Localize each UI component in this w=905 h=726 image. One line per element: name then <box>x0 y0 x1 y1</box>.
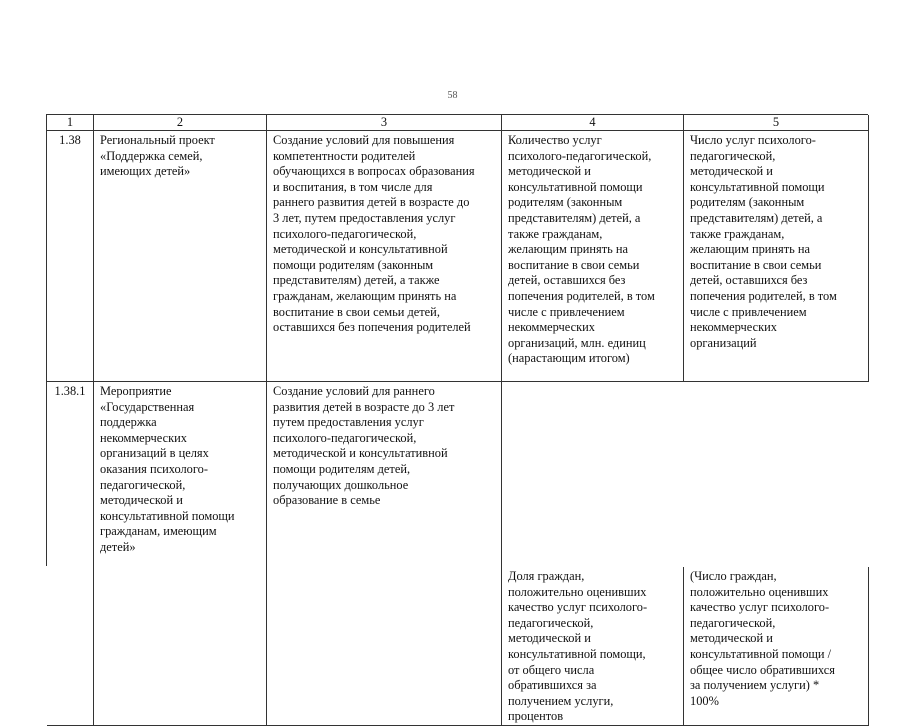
indicator-name-cell: Доля граждан, положительно оценивших качество услуг психолого- педагогической, методической и консультативной помощи, от общего числа обратившихся за получением услуги, процентов <box>502 567 684 726</box>
page-number: 58 <box>447 90 458 101</box>
indicator-formula-cell: (Число граждан, положительно оценивших качество услуг психолого- педагогической, методической и консультативной помощи / общее число обратившихся за получением услуги) * 100% <box>684 567 869 726</box>
column-header-4: 4 <box>502 115 684 131</box>
row-number-cell: 1.38.1 <box>47 382 94 726</box>
indicator-name-cell: Количество услуг психолого-педагогической, методической и консультативной помощи родителям (законным представителям) детей, а также гражданам, желающим принять на воспитание в свои семьи детей, оставшихся без попечения родителей, в том числе с привлечением некоммерческих организаций, млн. единиц (нарастающим итогом) <box>502 131 684 382</box>
activity-description-cell: Создание условий для раннего развития детей в возрасте до 3 лет путем предоставления услуг психолого-педагогической, методической и консультативной помощи родителям детей, получающих дошкольное образование в семье <box>267 382 502 726</box>
column-header-3: 3 <box>267 115 502 131</box>
indicator-formula-cell: Число услуг психолого- педагогической, методической и консультативной помощи родителям (законным представителям) детей, а также гражданам, желающим принять на воспитание в свои семьи детей, оставшихся без попечения родителей, в том числе с привлечением некоммерческих организаций <box>684 131 869 382</box>
column-header-2: 2 <box>94 115 267 131</box>
project-description-cell: Создание условий для повышения компетентности родителей обучающихся в вопросах образования и воспитания, в том числе для раннего развития детей в возрасте до 3 лет, путем предоставления услуг психолого-педагогической, методической и консультативной помощи родителям (законным представителям) детей, а также гражданам, желающим принять на воспитание в свои семьи детей, оставшихся без попечения родителей <box>267 131 502 382</box>
indicators-table <box>46 114 868 724</box>
project-name-cell: Региональный проект «Поддержка семей, имеющих детей» <box>94 131 267 382</box>
column-header-1: 1 <box>47 115 94 131</box>
column-header-5: 5 <box>684 115 869 131</box>
activity-name-cell: Мероприятие «Государственная поддержка некоммерческих организаций в целях оказания психолого- педагогической, методической и консультативной помощи гражданам, имеющим детей» <box>94 382 267 726</box>
row-number-cell: 1.38 <box>47 131 94 382</box>
